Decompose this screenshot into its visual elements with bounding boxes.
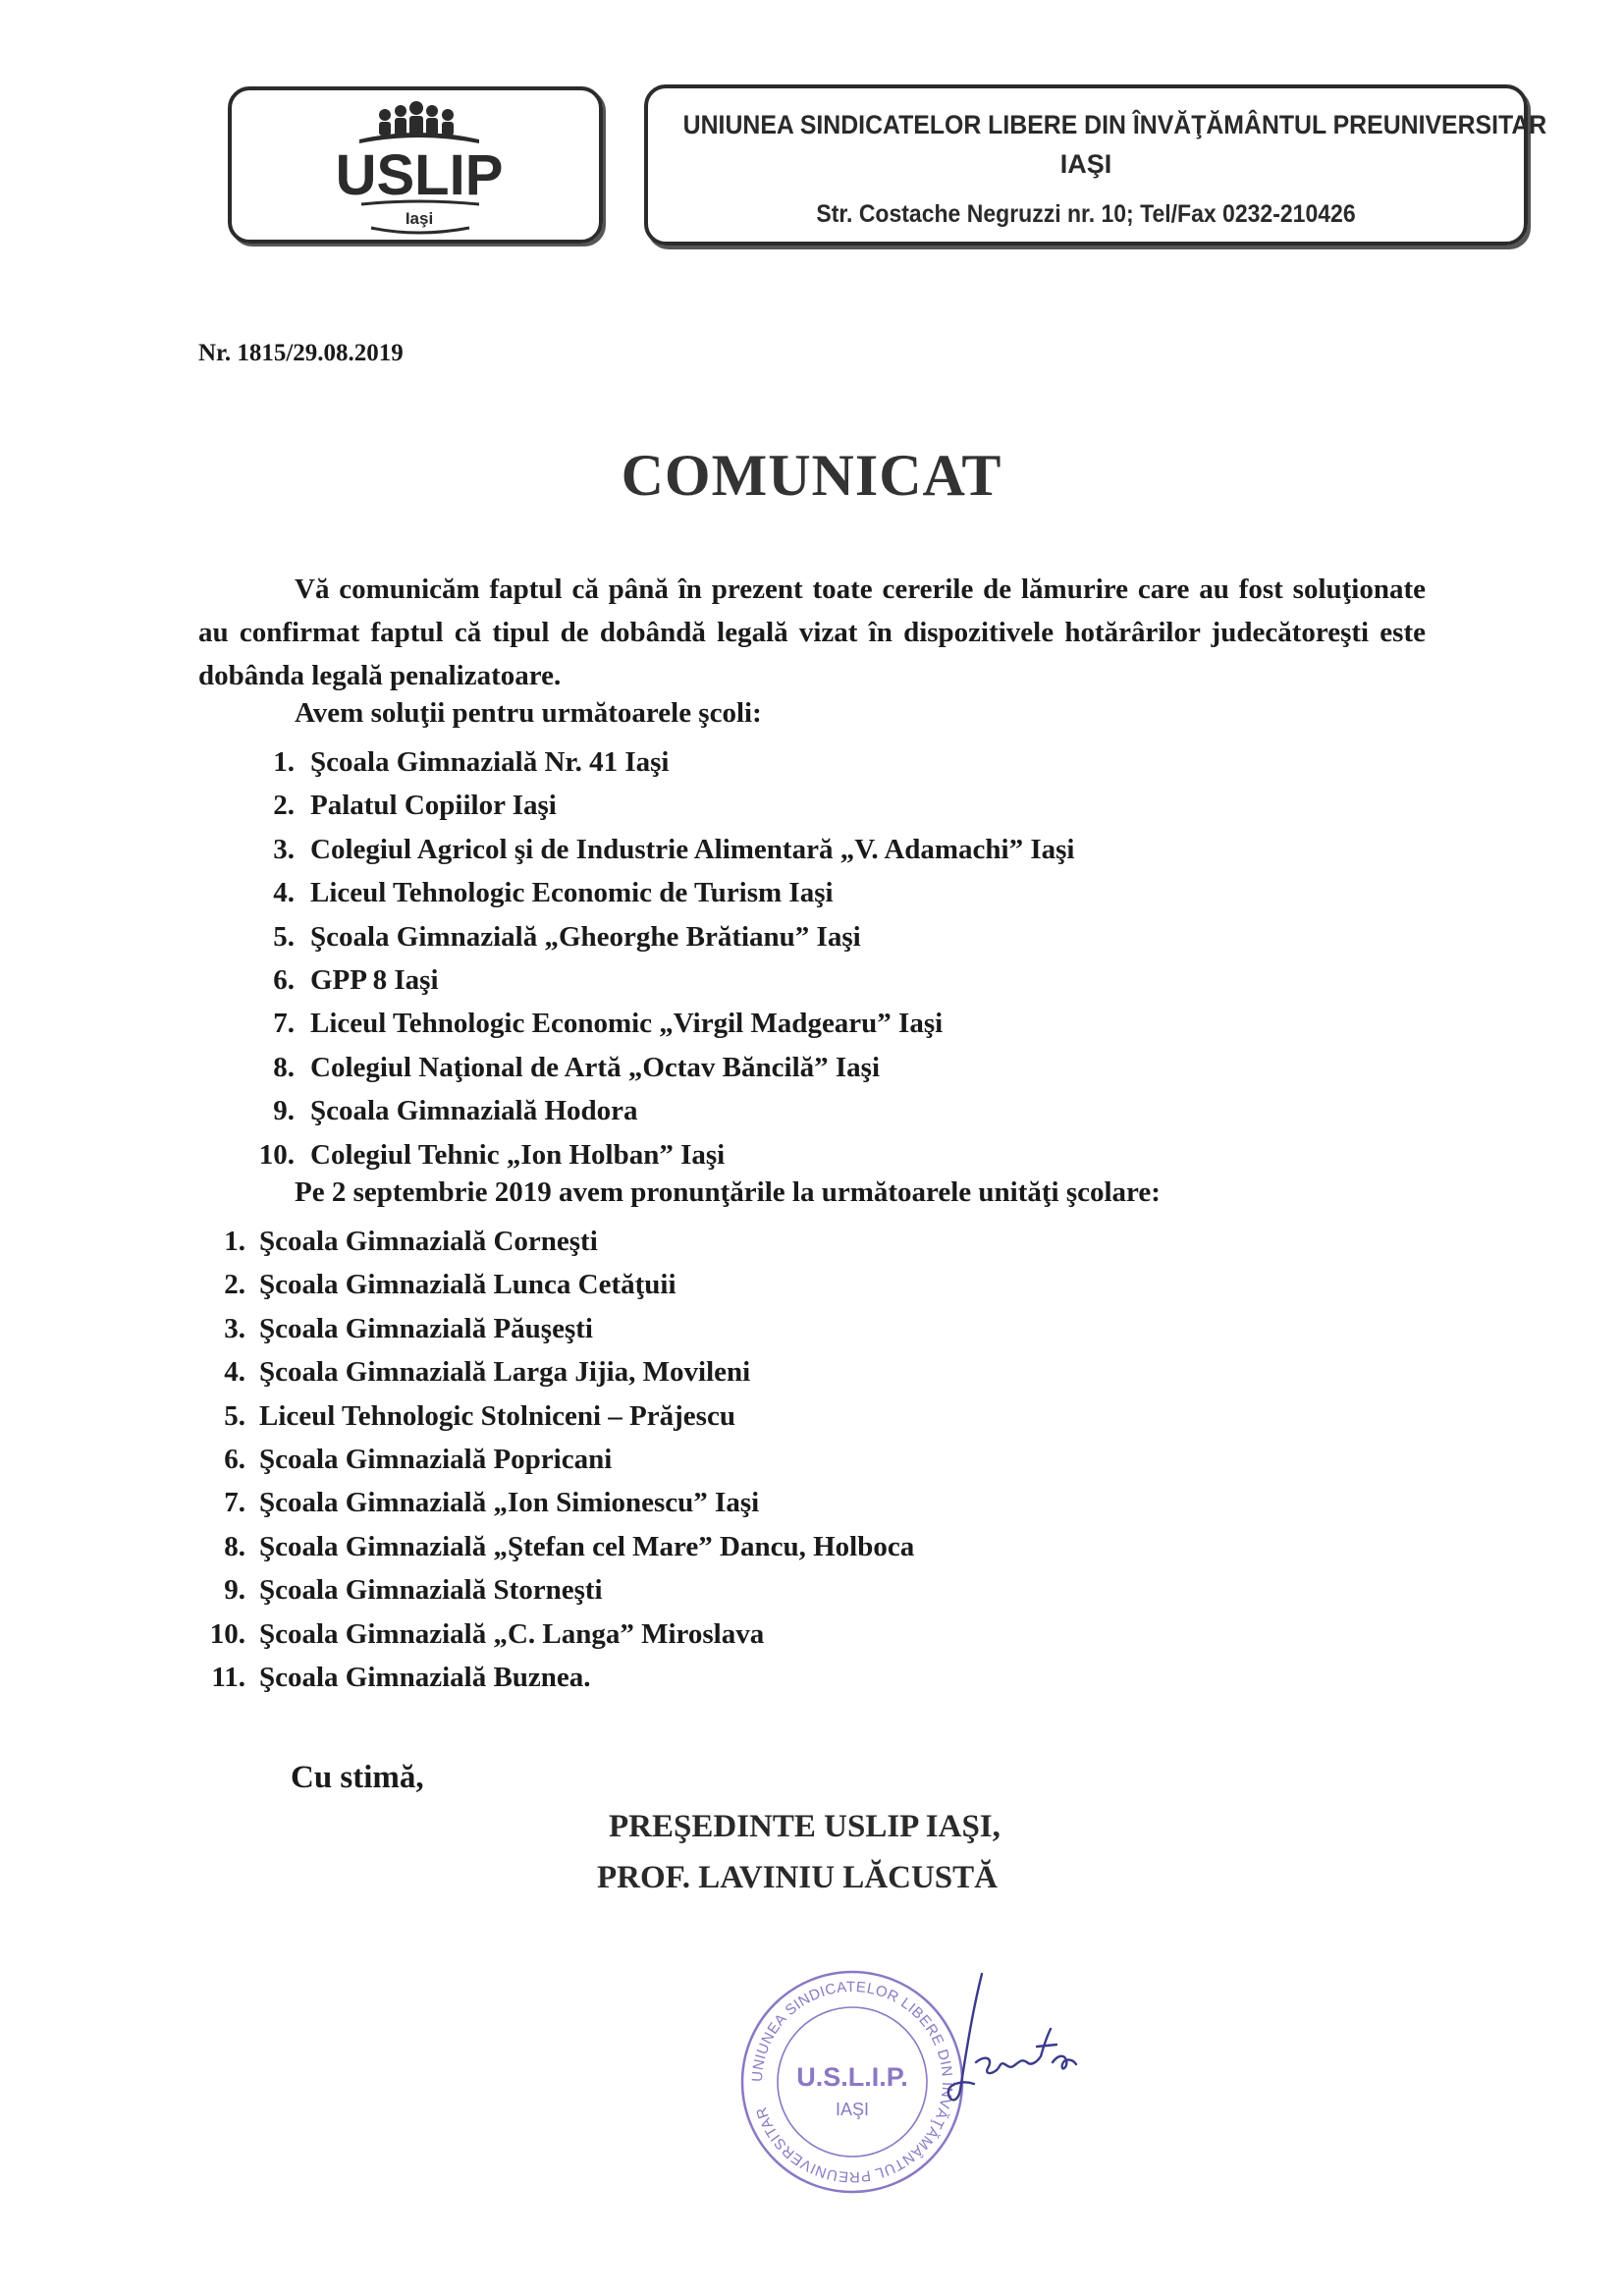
list1-item (222, 1133, 1074, 1176)
list1-item-text: Liceul Tehnologic Economic de Turism Iaşi (310, 877, 834, 909)
logo-people-icon (232, 90, 607, 247)
list2-item-text: Şcoala Gimnazială Lunca Cetăţuii (259, 1269, 676, 1301)
list1-item (222, 871, 1074, 914)
svg-text:IAŞI: IAŞI (835, 2100, 870, 2119)
official-stamp (725, 1964, 980, 2200)
closing-greeting: Cu stimă, (291, 1760, 424, 1795)
list1-item-text: Palatul Copiilor Iaşi (310, 790, 557, 822)
list2-item (198, 1481, 914, 1524)
list2-item (198, 1350, 914, 1394)
list2-intro: Pe 2 septembrie 2019 avem pronunţările la următoarele unităţi şcolare: (295, 1176, 1161, 1208)
list1-item (222, 958, 1074, 1002)
list1-item-number: 6. (273, 963, 295, 996)
svg-text:U.S.L.I.P.: U.S.L.I.P. (796, 2062, 908, 2092)
list2-item (198, 1568, 914, 1612)
list1-item (222, 1089, 1074, 1132)
list1-item-number: 2. (273, 790, 295, 822)
list1-item-text: Colegiul Tehnic „Ion Holban” Iaşi (310, 1138, 726, 1171)
organization-city: IAŞI (1059, 149, 1112, 179)
list2-item-text: Şcoala Gimnazială Corneşti (259, 1226, 598, 1257)
uslip-logo (228, 86, 603, 244)
list1-item (222, 915, 1074, 958)
list2-item-number: 7. (224, 1487, 245, 1519)
list2-item-text: Şcoala Gimnazială „C. Langa” Miroslava (259, 1617, 765, 1650)
list2-item-text: Liceul Tehnologic Stolniceni – Prăjescu (259, 1399, 735, 1432)
list1-item (222, 740, 1074, 784)
list2-item (198, 1613, 914, 1656)
list2-item-text: Şcoala Gimnazială „Ion Simionescu” Iaşi (259, 1487, 760, 1519)
list2-item (198, 1438, 914, 1481)
list1-item-text: Şcoala Gimnazială „Gheorghe Brătianu” Iaşi (310, 920, 861, 953)
list2-item-number: 10. (209, 1617, 245, 1650)
list2-item (198, 1525, 914, 1568)
organization-address: Str. Costache Negruzzi nr. 10; Tel/Fax 0232-210426 (816, 200, 1356, 228)
list1-item-text: Colegiul Naţional de Artă „Octav Băncilă” Iaşi (310, 1051, 880, 1083)
list1-item-text: Şcoala Gimnazială Hodora (310, 1095, 638, 1127)
list2-item-text: Şcoala Gimnazială Storneşti (259, 1574, 603, 1607)
list2-item-number: 3. (224, 1312, 245, 1344)
list1-item-number: 5. (273, 920, 295, 953)
list2-item-text: Şcoala Gimnazială Buznea. (259, 1661, 591, 1693)
list2-item-text: Şcoala Gimnazială Păuşeşti (259, 1312, 593, 1344)
schools-solutions-list (222, 740, 1074, 1176)
document-title: COMUNICAT (621, 443, 1002, 508)
list1-item (222, 828, 1074, 871)
list2-item (198, 1394, 914, 1438)
list2-item-text: Şcoala Gimnazială Popricani (259, 1443, 613, 1475)
list2-item-number: 4. (224, 1356, 245, 1389)
list2-item-text: Şcoala Gimnazială „Ştefan cel Mare” Dancu, Holboca (259, 1530, 915, 1562)
list1-intro: Avem soluţii pentru următoarele şcoli: (295, 697, 762, 729)
list1-item-number: 3. (273, 833, 295, 865)
list2-item (198, 1307, 914, 1350)
list2-item-number: 11. (211, 1661, 245, 1693)
list2-item-number: 5. (224, 1399, 245, 1432)
list1-item (222, 784, 1074, 827)
list1-item-number: 9. (273, 1095, 295, 1127)
handwritten-signature (943, 1964, 1080, 2111)
svg-text:UNIUNEA SINDICATELOR LIBERE DI: UNIUNEA SINDICATELOR LIBERE DIN ÎNVĂŢĂMÂNTUL PREUNIVERSITAR (748, 1978, 956, 2186)
list2-item (198, 1220, 914, 1263)
list1-item (222, 1046, 1074, 1089)
list1-item-text: Şcoala Gimnazială Nr. 41 Iaşi (310, 746, 670, 778)
list1-item-number: 8. (273, 1051, 295, 1083)
list2-item-number: 6. (224, 1443, 245, 1475)
organization-name: UNIUNEA SINDICATELOR LIBERE DIN ÎNVĂŢĂMÂNTUL PREUNIVERSITAR (682, 110, 1547, 139)
list1-item-number: 7. (273, 1008, 295, 1040)
list1-item-number: 1. (273, 746, 295, 778)
body-paragraph: Vă comunicăm faptul că până în prezent toate cererile de lămurire care au fost soluţionate au confirmat faptul că tipul de dobândă legală vizat în dispozitivele hotărârilor judecătoreşti este dobânda legală penalizatoare. (198, 574, 1426, 691)
organization-header (644, 84, 1547, 246)
list1-item-text: Liceul Tehnologic Economic „Virgil Madgearu” Iaşi (310, 1008, 944, 1040)
list2-item (198, 1263, 914, 1306)
list2-item (198, 1656, 914, 1699)
list2-item-text: Şcoala Gimnazială Larga Jijia, Movileni (259, 1356, 751, 1389)
signer-role: PREŞEDINTE USLIP IAŞI, (609, 1809, 1001, 1844)
list1-item (222, 1002, 1074, 1045)
list1-item-text: Colegiul Agricol şi de Industrie Alimentară „V. Adamachi” Iaşi (310, 833, 1075, 865)
list2-item-number: 1. (224, 1226, 245, 1257)
list2-item-number: 9. (224, 1574, 245, 1607)
list2-item-number: 8. (224, 1530, 245, 1562)
list2-item-number: 2. (224, 1269, 245, 1301)
signer-name: PROF. LAVINIU LĂCUSTĂ (597, 1860, 999, 1895)
list1-item-text: GPP 8 Iaşi (310, 963, 439, 996)
svg-text:USLIP: USLIP (335, 143, 504, 207)
schools-pronouncements-list (198, 1220, 914, 1699)
list1-item-number: 10. (258, 1138, 295, 1171)
svg-text:Iaşi: Iaşi (405, 209, 434, 228)
list1-item-number: 4. (273, 877, 295, 909)
document-number: Nr. 1815/29.08.2019 (198, 340, 404, 366)
